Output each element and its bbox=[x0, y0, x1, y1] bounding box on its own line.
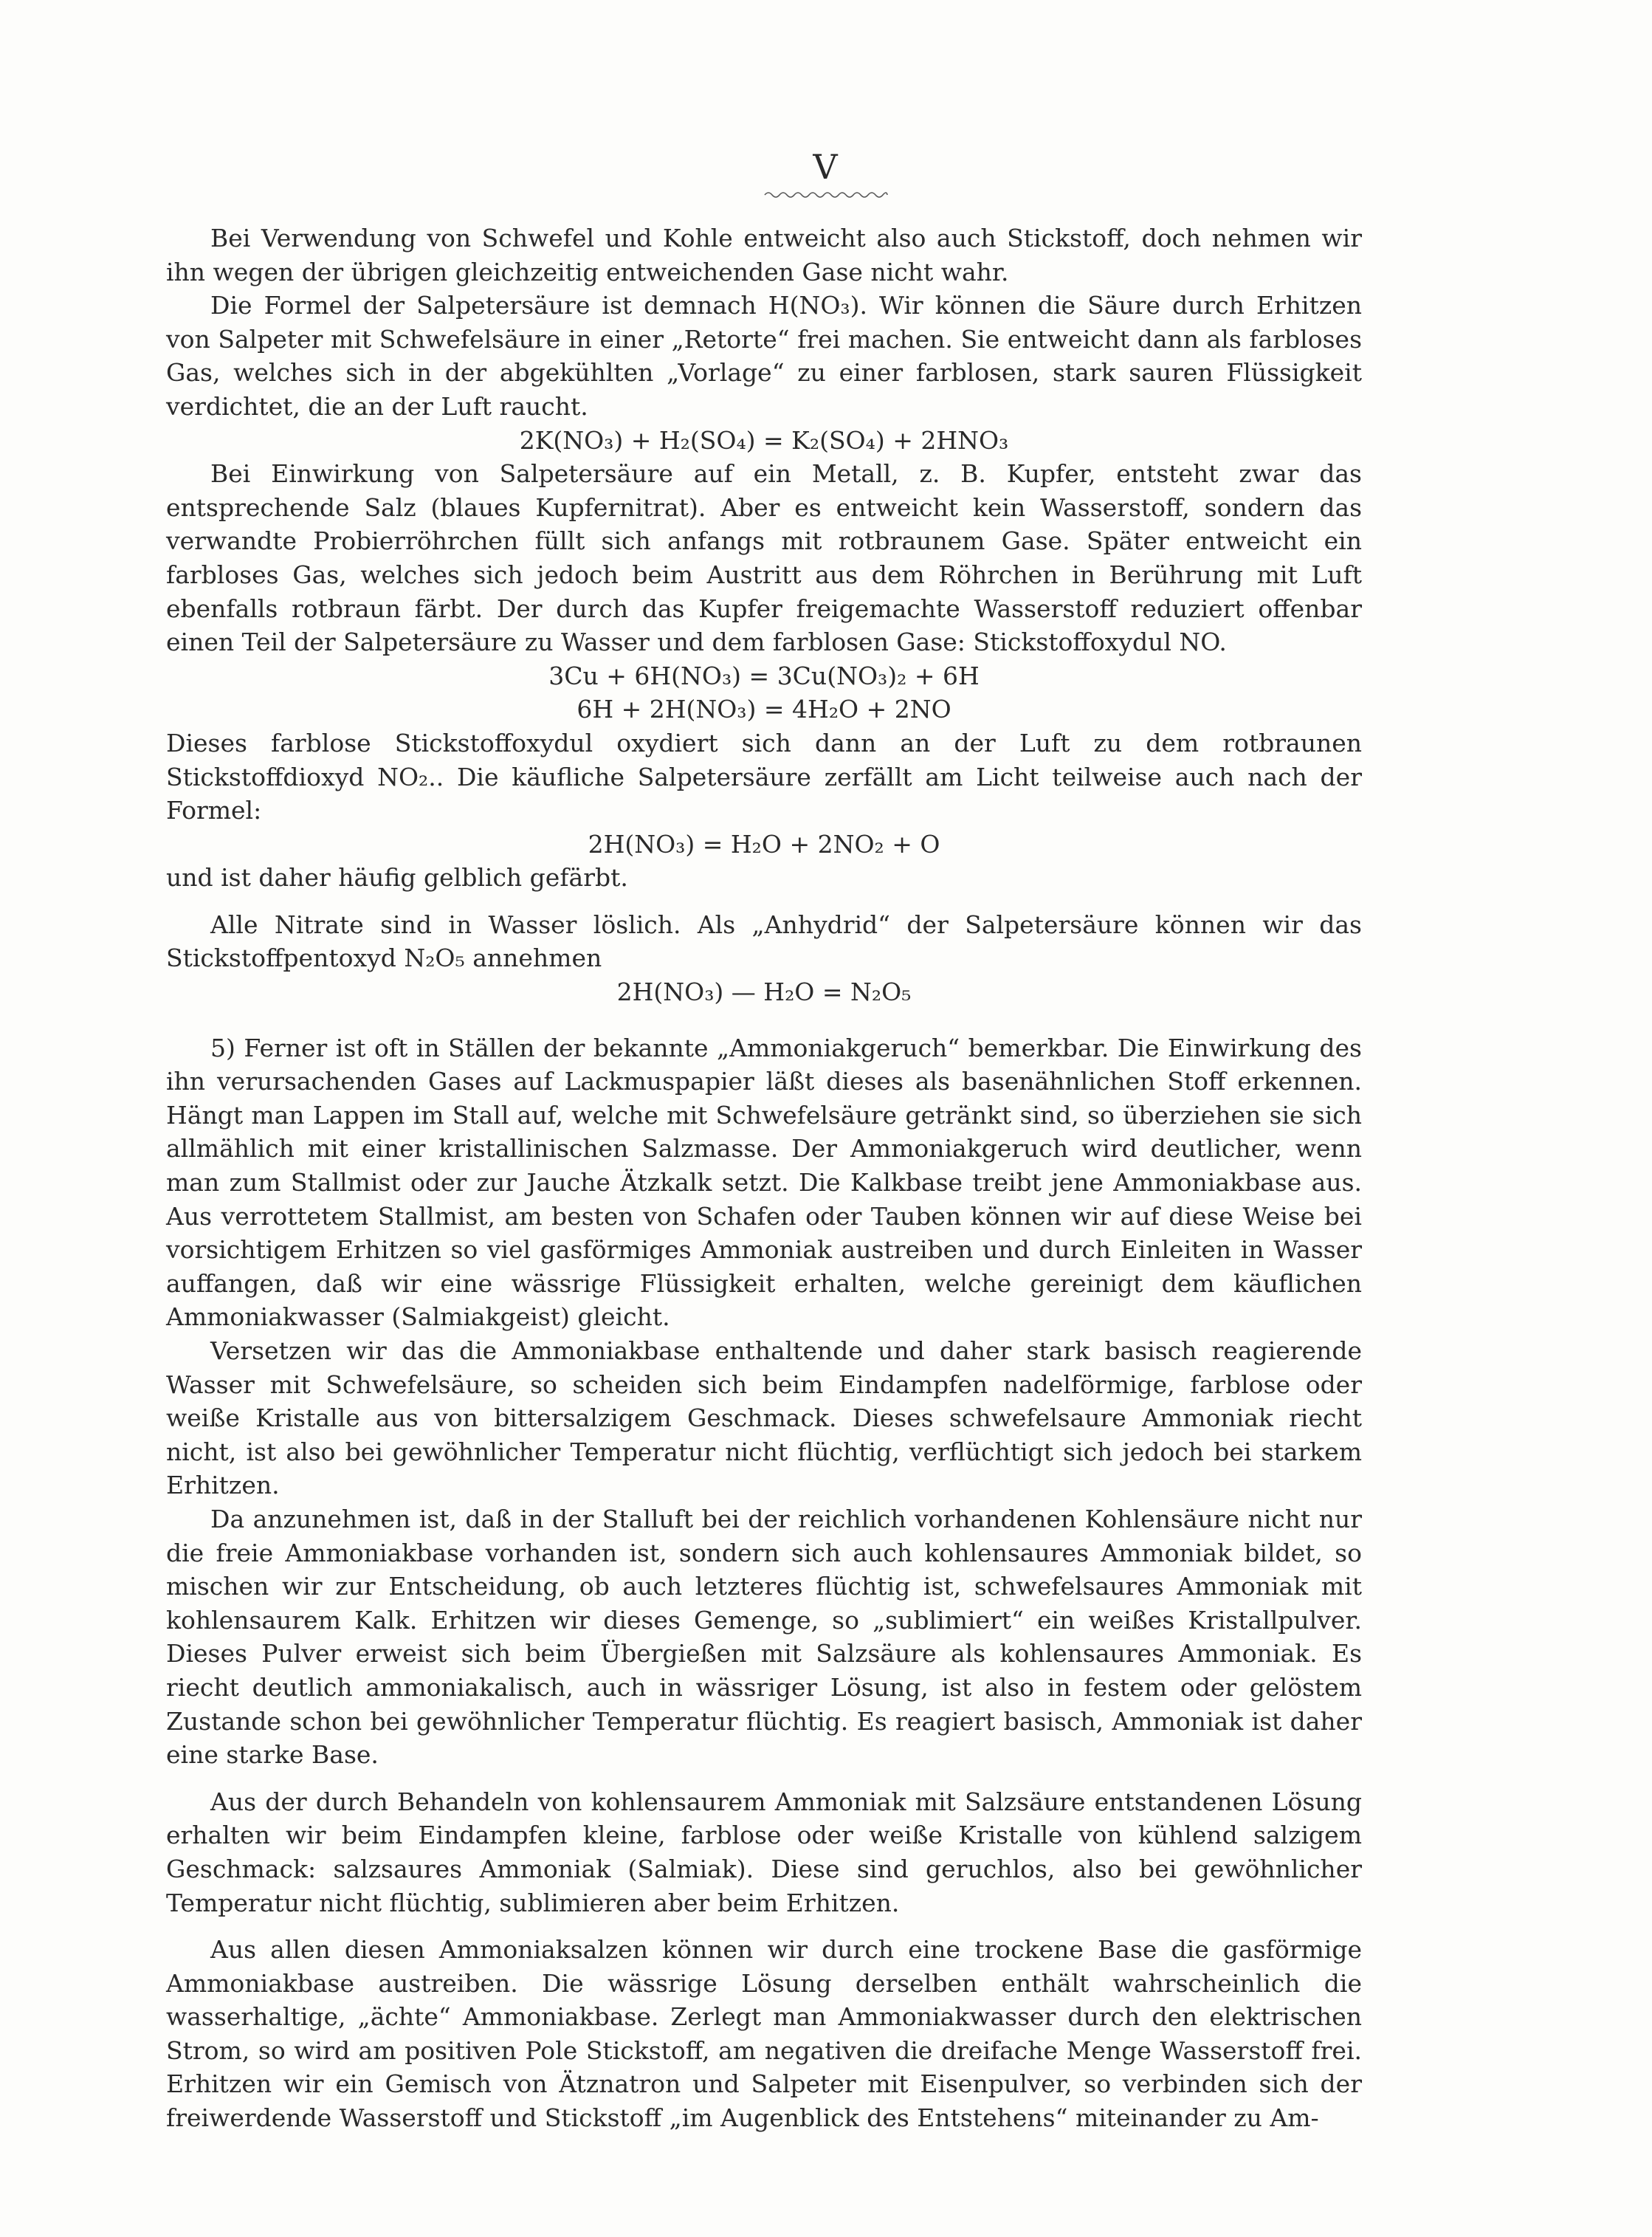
page-header bbox=[0, 148, 1652, 199]
chemical-equation: 3Cu + 6H(NO₃) = 3Cu(NO₃)₂ + 6H bbox=[548, 661, 980, 690]
paragraph: Aus allen diesen Ammoniaksalzen können wir durch eine trockene Base die gasförmige Ammoniakbase austreiben. Die wässrige Lösung derselben enthält wahrscheinlich die wasserhaltige, „ächte“ Ammoniakbase. Zerlegt man Ammoniakwasser durch den elektrischen Strom, so wird am positiven Pole Stickstoff, am negativen die dreifache Menge Wasserstoff frei. Erhitzen wir ein Gemisch von Ätznatron und Salpeter mit Eisenpulver, so verbinden sich der freiwerdende Wasserstoff und Stickstoff „im Augenblick des Entstehens“ miteinander zu Am- bbox=[166, 1935, 1362, 2133]
paragraph: Aus der durch Behandeln von kohlensaurem Ammoniak mit Salzsäure entstandenen Lösung erhalten wir beim Eindampfen kleine, farblose oder weiße Kristalle von kühlend salzigem Geschmack: salzsaures Ammoniak (Salmiak). Diese sind geruchlos, also bei gewöhnlicher Temperatur nicht flüchtig, sublimieren aber beim Erhitzen. bbox=[166, 1787, 1362, 1917]
chemical-equation: 6H + 2H(NO₃) = 4H₂O + 2NO bbox=[577, 695, 951, 724]
paragraph: Alle Nitrate sind in Wasser löslich. Als „Anhydrid“ der Salpetersäure können wir das Stickstoffpentoxyd N₂O₅ annehmen bbox=[166, 910, 1362, 973]
chemical-equation: 2H(NO₃) = H₂O + 2NO₂ + O bbox=[588, 829, 940, 859]
paragraph: 5) Ferner ist oft in Ställen der bekannte „Ammoniakgeruch“ bemerkbar. Die Einwirkung des ihn verursachenden Gases auf Lackmuspapier läßt dieses als basenähnlichen Stoff erkennen. Hängt man Lappen im Stall auf, welche mit Schwefelsäure getränkt sind, so überziehen sie sich allmählich mit einer kristallinischen Salzmasse. Der Ammoniakgeruch wird deutlicher, wenn man zum Stallmist oder zur Jauche Ätzkalk setzt. Die Kalkbase treibt jene Ammoniakbase aus. Aus verrottetem Stallmist, am besten von Schafen oder Tauben können wir auf diese Weise bei vorsichtigem Erhitzen so viel gasförmiges Ammoniak austreiben und durch Einleiten in Wasser auffangen, daß wir eine wässrige Flüssigkeit erhalten, welche gereinigt dem käuflichen Ammoniakwasser (Salmiakgeist) gleicht. bbox=[166, 1033, 1362, 1332]
paragraph: Versetzen wir das die Ammoniakbase enthaltende und daher stark basisch reagierende Wasser mit Schwefelsäure, so scheiden sich beim Eindampfen nadelförmige, farblose oder weiße Kristalle aus von bittersalzigem Geschmack. Dieses schwefelsaure Ammoniak riecht nicht, ist also bei gewöhnlicher Temperatur nicht flüchtig, verflüchtigt sich jedoch bei starkem Erhitzen. bbox=[166, 1336, 1362, 1500]
paragraph: Die Formel der Salpetersäure ist demnach H(NO₃). Wir können die Säure durch Erhitzen von Salpeter mit Schwefelsäure in einer „Retorte“ frei machen. Sie entweicht dann als farbloses Gas, welches sich in der abgekühlten „Vorlage“ zu einer farblosen, stark sauren Flüssigkeit verdichtet, die an der Luft raucht. bbox=[166, 291, 1362, 421]
paragraph: Da anzunehmen ist, daß in der Stalluft bei der reichlich vorhandenen Kohlensäure nicht nur die freie Ammoniakbase vorhanden ist, sondern sich auch kohlensaures Ammoniak bildet, so mischen wir zur Entscheidung, ob auch letzteres flüchtig ist, schwefelsaures Ammoniak mit kohlensaurem Kalk. Erhitzen wir dieses Gemenge, so „sublimiert“ ein weißes Kristallpulver. Dieses Pulver erweist sich beim Übergießen mit Salzsäure als kohlensaures Ammoniak. Es riecht deutlich ammoniakalisch, auch in wässriger Lösung, ist also in festem oder gelöstem Zustande schon bei gewöhnlicher Temperatur flüchtig. Es reagiert basisch, Ammoniak ist daher eine starke Base. bbox=[166, 1504, 1362, 1770]
body-text bbox=[166, 221, 1362, 2135]
paragraph: Bei Einwirkung von Salpetersäure auf ein Metall, z. B. Kupfer, entsteht zwar das entsprechende Salz (blaues Kupfernitrat). Aber es entweicht kein Wasserstoff, sondern das verwandte Probierröhrchen füllt sich anfangs mit rotbraunem Gase. Später entweicht ein farbloses Gas, welches sich jedoch beim Austritt aus dem Röhrchen in Berührung mit Luft ebenfalls rotbraun färbt. Der durch das Kupfer freigemachte Wasserstoff reduziert offenbar einen Teil der Salpetersäure zu Wasser und dem farblosen Gase: Stickstoffoxydul NO. bbox=[166, 459, 1362, 657]
ornamental-squiggle bbox=[763, 189, 889, 199]
page-number: V bbox=[813, 147, 839, 187]
paragraph: und ist daher häufig gelblich gefärbt. bbox=[166, 863, 628, 893]
chemical-equation: 2H(NO₃) — H₂O = N₂O₅ bbox=[616, 977, 912, 1007]
paragraph: Bei Verwendung von Schwefel und Kohle entweicht also auch Stickstoff, doch nehmen wir ihn wegen der übrigen gleichzeitig entweichenden Gase nicht wahr. bbox=[166, 224, 1362, 286]
paragraph: Dieses farblose Stickstoffoxydul oxydiert sich dann an der Luft zu dem rotbraunen Stickstoffdioxyd NO₂.. Die käufliche Salpetersäure zerfällt am Licht teilweise auch nach der Formel: bbox=[166, 728, 1362, 825]
chemical-equation: 2K(NO₃) + H₂(SO₄) = K₂(SO₄) + 2HNO₃ bbox=[519, 425, 1009, 455]
